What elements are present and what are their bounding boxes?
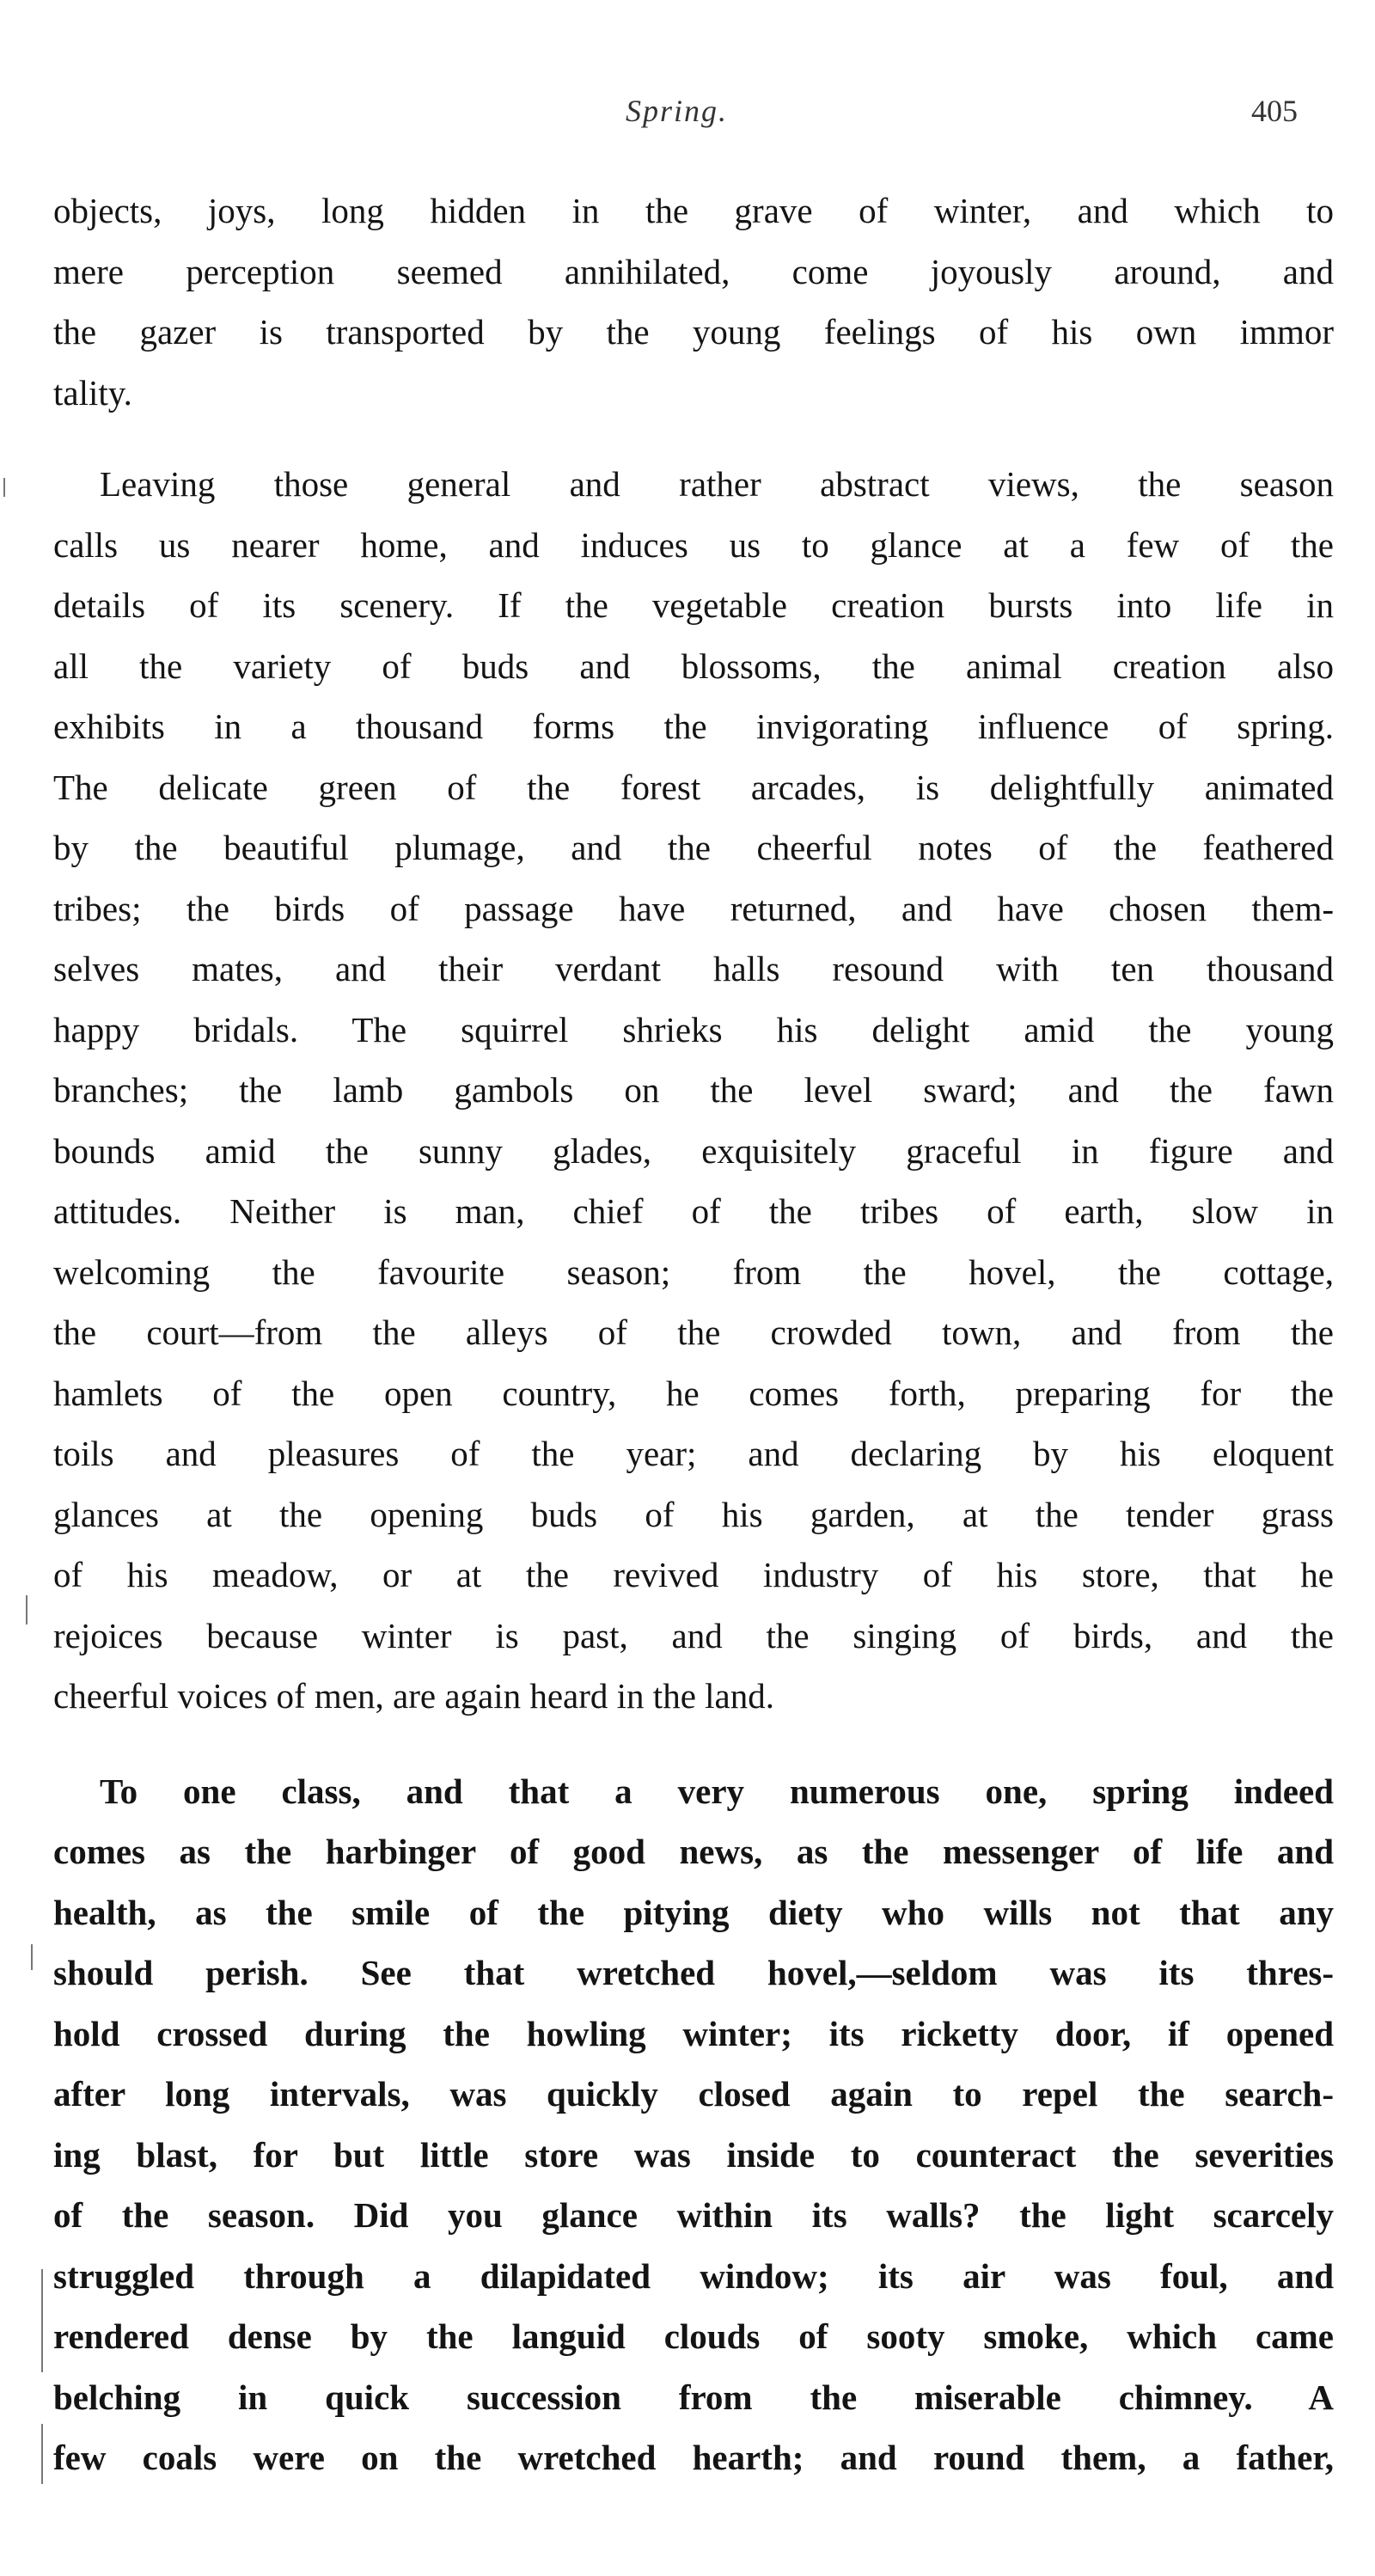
paragraph-1 [53, 181, 1334, 423]
text-line: by the beautiful plumage, and the cheerful notes of the feathered [53, 828, 1334, 867]
margin-mark [41, 2424, 43, 2484]
text-line: hamlets of the open country, he comes forth, preparing for the [53, 1373, 1334, 1413]
text-line: calls us nearer home, and induces us to glance at a few of the [53, 524, 1334, 565]
running-head [0, 93, 1375, 144]
text-line: the court—from the alleys of the crowded town, and from the [53, 1312, 1334, 1352]
text-line: details of its scenery. If the vegetable creation bursts into life in [53, 585, 1334, 625]
text-line: of his meadow, or at the revived industry of his store, that he [53, 1555, 1334, 1594]
text-line: happy bridals. The squirrel shrieks his delight amid the young [53, 1009, 1334, 1049]
text-line: welcoming the favourite season; from the hovel, the cottage, [53, 1251, 1334, 1292]
text-line: selves mates, and their verdant halls resound with ten thousand [53, 949, 1334, 988]
margin-mark [26, 1595, 28, 1625]
text-line: rejoices because winter is past, and the singing of birds, and the [53, 1615, 1334, 1655]
text-line: exhibits in a thousand forms the invigorating influence of spring. [53, 707, 1334, 746]
text-line: glances at the opening buds of his garden, at the tender grass [53, 1494, 1334, 1534]
margin-mark [41, 2269, 43, 2372]
text-line: tality. [53, 372, 132, 413]
text-line: hold crossed during the howling winter; its ricketty door, if opened [53, 2013, 1334, 2053]
text-line: few coals were on the wretched hearth; and round them, a father, [53, 2438, 1334, 2477]
page-number: 405 [1251, 94, 1298, 128]
text-line: should perish. See that wretched hovel,—seldom was its thres- [53, 1953, 1334, 1992]
text-line: after long intervals, was quickly closed again to repel the search- [53, 2074, 1334, 2114]
text-line: branches; the lamb gambols on the level sward; and the fawn [53, 1070, 1334, 1110]
text-line: attitudes. Neither is man, chief of the tribes of earth, slow in [53, 1191, 1334, 1231]
text-line: health, as the smile of the pitying diety who wills not that any [53, 1892, 1334, 1932]
text-line: toils and pleasures of the year; and declaring by his eloquent [53, 1434, 1334, 1473]
paragraph-3 [53, 1761, 1334, 2488]
text-line: To one class, and that a very numerous one, spring indeed [100, 1771, 1334, 1811]
text-line: Leaving those general and rather abstract views, the season [100, 464, 1334, 504]
text-line: of the season. Did you glance within its walls? the light scarcely [53, 2195, 1334, 2235]
running-title: Spring. [626, 94, 729, 128]
text-line: mere perception seemed annihilated, come joyously around, and [53, 251, 1334, 291]
text-line: comes as the harbinger of good news, as the messenger of life and [53, 1832, 1334, 1871]
text-line: objects, joys, long hidden in the grave of winter, and which to [53, 191, 1334, 230]
body-text [53, 181, 1334, 2488]
paragraph-2 [53, 454, 1334, 1727]
text-line: all the variety of buds and blossoms, the animal creation also [53, 646, 1334, 686]
text-line: the gazer is transported by the young feelings of his own immor [53, 312, 1334, 352]
text-line: cheerful voices of men, are again heard in the land. [53, 1676, 774, 1716]
text-line: tribes; the birds of passage have returned, and have chosen them- [53, 888, 1334, 928]
text-line: The delicate green of the forest arcades, is delightfully animated [53, 767, 1334, 807]
text-line: bounds amid the sunny glades, exquisitely graceful in figure and [53, 1130, 1334, 1171]
margin-mark [31, 1944, 33, 1970]
text-line: struggled through a dilapidated window; its air was foul, and [53, 2255, 1334, 2296]
text-line: belching in quick succession from the miserable chimney. A [53, 2377, 1334, 2417]
margin-mark [3, 478, 5, 497]
text-line: rendered dense by the languid clouds of sooty smoke, which came [53, 2316, 1334, 2356]
text-line: ing blast, for but little store was inside to counteract the severities [53, 2134, 1334, 2175]
